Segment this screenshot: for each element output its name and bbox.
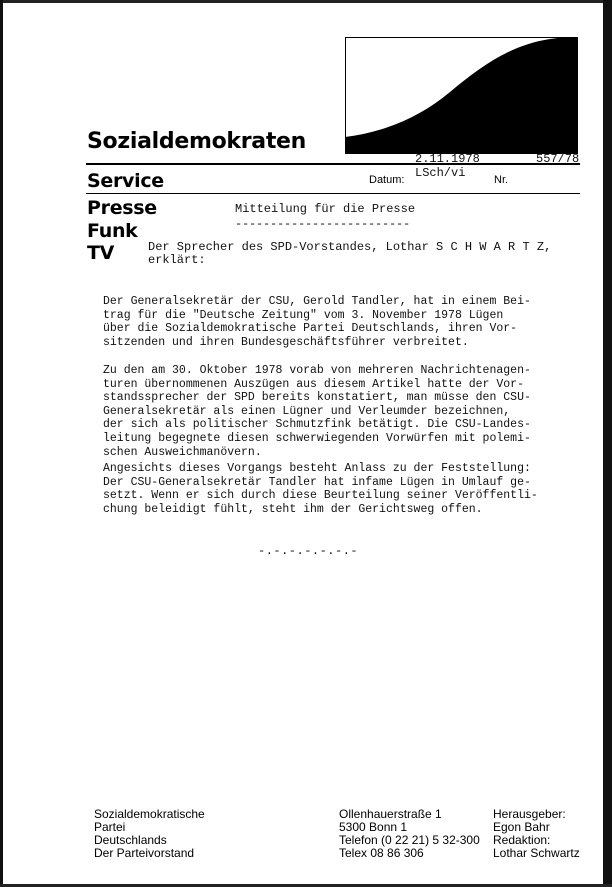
spd-logo-text: SPD [478, 101, 580, 154]
header-rule [86, 163, 580, 165]
scan-edge-left [0, 0, 3, 887]
sign-value: LSch/vi [415, 166, 466, 180]
label-presse: Presse [87, 197, 157, 219]
number-value: 557/78 [536, 152, 580, 166]
footer-party-line: Der Parteivorstand [94, 846, 195, 860]
date-value: 2.11.1978 [415, 152, 480, 166]
footer-editors-line: Lothar Schwartz [493, 846, 580, 860]
intro-line-1: Der Sprecher des SPD-Vorstandes, Lothar S C H W A R T Z, [148, 240, 552, 254]
intro-line-2: erklärt: [148, 253, 206, 267]
paragraph-1: Der Generalsekretär der CSU, Gerold Tandler, hat in einem Bei- trag für die "Deutsche Zeitung" vom 3. November 1978 Lügen über die Sozialdemokratische Partei Deutschlands, ihren Vor- sitzenden und ihren Bundesgeschäftsführer verbreitet. [103, 295, 531, 349]
service-rule [86, 193, 580, 194]
scan-edge-top [0, 0, 612, 3]
footer-editors-line: Herausgeber: [493, 807, 566, 821]
footer-editors-line: Egon Bahr [493, 820, 550, 834]
footer-address-line: 5300 Bonn 1 [339, 820, 408, 834]
nr-label: Nr. [494, 174, 509, 186]
label-service: Service [87, 170, 164, 192]
intro [148, 241, 568, 267]
footer-party-line: Sozialdemokratische [94, 807, 205, 821]
footer-party-line: Deutschlands [94, 833, 167, 847]
footer-party-line: Partei [94, 820, 126, 834]
label-tv: TV [87, 242, 115, 264]
scan-edge-right [603, 0, 612, 887]
footer-address-line: Ollenhauerstraße 1 [339, 807, 442, 821]
paragraph-2: Zu den am 30. Oktober 1978 vorab von mehreren Nachrichtenagen- turen übernommenen Auszügen aus diesem Artikel hatte der Vor- standssprecher der SPD bereits konstatiert, man müsse den CSU- Generalsekretär als einen Lügner und Verleumder bezeichnen, der sich als politischer Schmutzfink betätigt. Die CSU-Landes- leitung begegnete diesen schwerwiegenden Vorwürfen mit polemi- schen Ausweichmanövern. [103, 364, 531, 459]
footer-editors-line: Redaktion: [493, 833, 551, 847]
org-title: Sozialdemokraten [87, 129, 307, 154]
label-funk: Funk [87, 220, 138, 242]
footer-address-line: Telefon (0 22 21) 5 32-300 [339, 833, 480, 847]
footer-address-line: Telex 08 86 306 [339, 846, 424, 860]
footer-party [94, 808, 205, 860]
footer-address [339, 808, 480, 860]
headline-underline: ------------------------- [235, 217, 411, 231]
footer-editors [493, 808, 580, 860]
datum-label: Datum: [369, 174, 405, 186]
paragraph-3: Angesichts dieses Vorgangs besteht Anlass zu der Feststellung: Der CSU-Generalsekretär Tandler hat infame Lügen in Umlauf ge- setzt. Wenn er sich durch diese Beurteilung seiner Veröffentli- chung beleidigt fühlt, steht ihm der Gerichtsweg offen. [103, 462, 538, 516]
document-headline: Mitteilung für die Presse [235, 202, 416, 216]
closing-mark: -.-.-.-.-.-.- [258, 544, 359, 558]
